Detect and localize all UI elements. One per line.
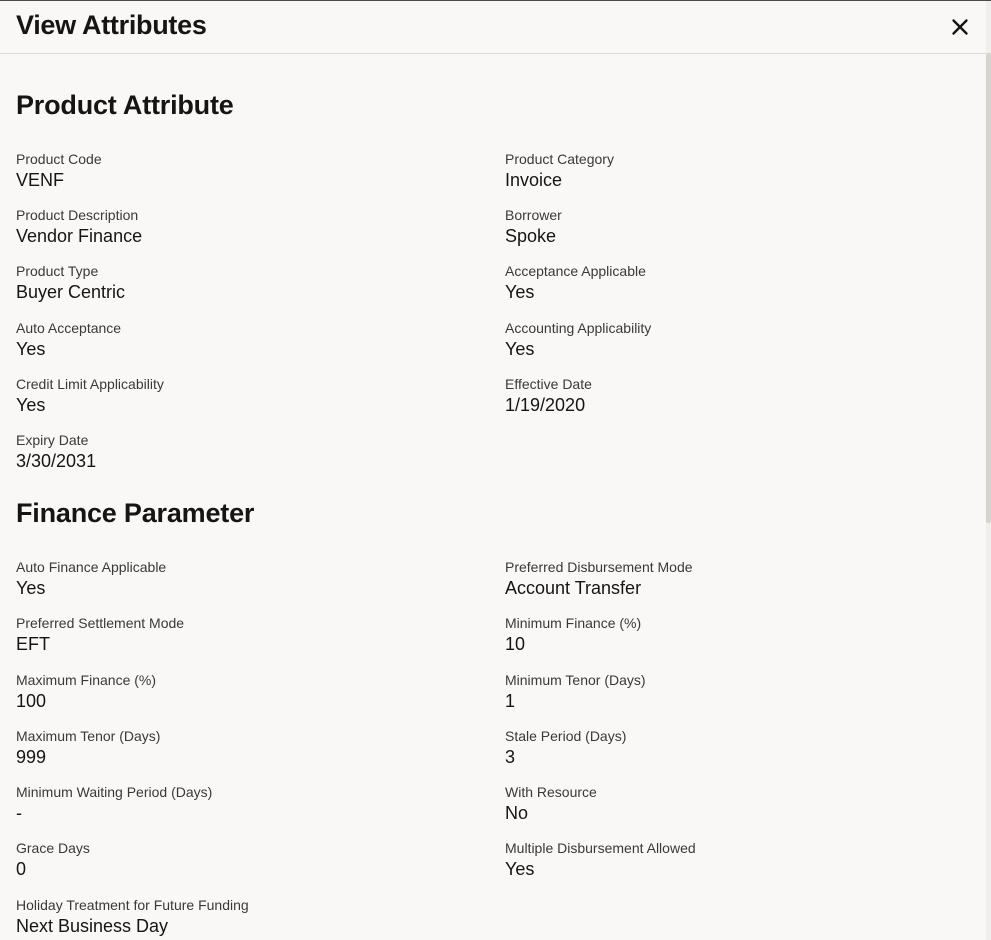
field-value: 1 <box>505 691 516 711</box>
field-value: 3/30/2031 <box>16 451 97 471</box>
field-label: Credit Limit Applicability <box>16 376 164 392</box>
field-acceptance-applicable <box>505 263 965 303</box>
field-value: Yes <box>16 339 46 359</box>
close-icon <box>946 13 974 41</box>
field-label: Acceptance Applicable <box>505 263 646 279</box>
field-label: Product Category <box>505 151 614 167</box>
field-expiry-date <box>16 432 476 472</box>
field-label: Product Code <box>16 151 102 167</box>
field-value: Buyer Centric <box>16 282 126 302</box>
field-label: Multiple Disbursement Allowed <box>505 840 696 856</box>
field-label: Expiry Date <box>16 432 89 448</box>
field-label: Borrower <box>505 207 562 223</box>
field-effective-date <box>505 376 965 416</box>
field-value: Next Business Day <box>16 916 169 936</box>
field-accounting-applicability <box>505 320 965 360</box>
field-product-code <box>16 151 476 191</box>
field-label: Maximum Finance (%) <box>16 672 157 688</box>
field-product-category <box>505 151 965 191</box>
field-label: Grace Days <box>16 840 90 856</box>
field-value: 999 <box>16 747 47 767</box>
section-title-product-attribute: Product Attribute <box>16 90 234 120</box>
field-label: Maximum Tenor (Days) <box>16 728 161 744</box>
field-value: 0 <box>16 859 27 879</box>
field-value: Yes <box>505 282 535 302</box>
field-value: Yes <box>505 339 535 359</box>
field-auto-acceptance <box>16 320 476 360</box>
dialog-header <box>0 1 986 54</box>
field-borrower <box>505 207 965 247</box>
dialog-title: View Attributes <box>16 10 207 40</box>
field-auto-finance-applicable <box>16 559 476 599</box>
field-label: Product Type <box>16 263 99 279</box>
field-credit-limit-applicability <box>16 376 476 416</box>
scrollbar[interactable] <box>986 1 991 940</box>
field-holiday-treatment <box>16 897 476 937</box>
field-value: 10 <box>505 634 526 654</box>
field-grace-days <box>16 840 476 880</box>
field-label: Auto Finance Applicable <box>16 559 167 575</box>
field-minimum-tenor <box>505 672 965 712</box>
field-label: Preferred Disbursement Mode <box>505 559 693 575</box>
field-preferred-settlement-mode <box>16 615 476 655</box>
field-maximum-finance <box>16 672 476 712</box>
field-label: Preferred Settlement Mode <box>16 615 185 631</box>
field-product-type <box>16 263 476 303</box>
field-value: 1/19/2020 <box>505 395 586 415</box>
field-value: - <box>16 803 22 823</box>
field-label: Holiday Treatment for Future Funding <box>16 897 249 913</box>
field-minimum-finance <box>505 615 965 655</box>
field-label: Effective Date <box>505 376 592 392</box>
field-minimum-waiting-period <box>16 784 476 824</box>
field-value: 100 <box>16 691 47 711</box>
field-value: Spoke <box>505 226 557 246</box>
field-label: Auto Acceptance <box>16 320 122 336</box>
field-label: Product Description <box>16 207 139 223</box>
field-value: Invoice <box>505 170 563 190</box>
field-value: Account Transfer <box>505 578 642 598</box>
field-preferred-disbursement-mode <box>505 559 965 599</box>
section-title-finance-parameter: Finance Parameter <box>16 498 255 528</box>
field-value: 3 <box>505 747 516 767</box>
field-label: With Resource <box>505 784 597 800</box>
field-label: Accounting Applicability <box>505 320 652 336</box>
field-label: Minimum Finance (%) <box>505 615 642 631</box>
field-label: Stale Period (Days) <box>505 728 627 744</box>
field-with-resource <box>505 784 965 824</box>
field-value: EFT <box>16 634 50 654</box>
scrollbar-thumb[interactable] <box>986 53 991 523</box>
field-multiple-disbursement-allowed <box>505 840 965 880</box>
close-button[interactable] <box>946 13 974 41</box>
field-value: Yes <box>16 395 46 415</box>
field-product-description <box>16 207 476 247</box>
field-value: Yes <box>16 578 46 598</box>
field-maximum-tenor <box>16 728 476 768</box>
field-value: VENF <box>16 170 65 190</box>
field-stale-period <box>505 728 965 768</box>
field-value: Vendor Finance <box>16 226 143 246</box>
field-value: Yes <box>505 859 535 879</box>
field-label: Minimum Tenor (Days) <box>505 672 646 688</box>
field-value: No <box>505 803 529 823</box>
field-label: Minimum Waiting Period (Days) <box>16 784 213 800</box>
